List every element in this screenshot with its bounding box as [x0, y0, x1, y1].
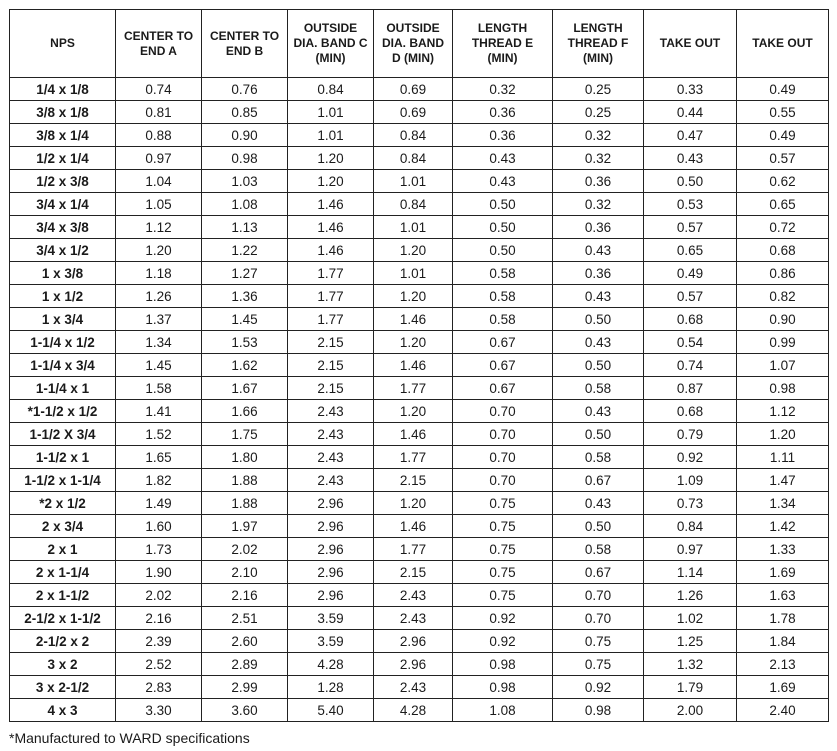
value-cell: 0.62: [737, 170, 829, 193]
value-cell: 0.97: [644, 538, 737, 561]
value-cell: 1.34: [737, 492, 829, 515]
value-cell: 0.75: [453, 561, 553, 584]
value-cell: 1.53: [202, 331, 288, 354]
value-cell: 1.77: [288, 285, 374, 308]
nps-cell: 4 x 3: [10, 699, 116, 722]
value-cell: 0.32: [553, 124, 644, 147]
value-cell: 1.28: [288, 676, 374, 699]
value-cell: 1.80: [202, 446, 288, 469]
value-cell: 1.26: [644, 584, 737, 607]
value-cell: 2.96: [288, 584, 374, 607]
nps-cell: 1-1/4 x 1: [10, 377, 116, 400]
value-cell: 0.50: [453, 239, 553, 262]
value-cell: 1.20: [116, 239, 202, 262]
value-cell: 1.01: [374, 262, 453, 285]
table-header: [10, 10, 829, 78]
value-cell: 2.40: [737, 699, 829, 722]
nps-cell: 3 x 2-1/2: [10, 676, 116, 699]
value-cell: 0.70: [453, 469, 553, 492]
value-cell: 1.41: [116, 400, 202, 423]
value-cell: 3.30: [116, 699, 202, 722]
value-cell: 0.84: [374, 147, 453, 170]
value-cell: 4.28: [288, 653, 374, 676]
value-cell: 0.87: [644, 377, 737, 400]
column-header: LENGTH THREAD E (MIN): [453, 10, 553, 78]
value-cell: 0.70: [553, 584, 644, 607]
value-cell: 0.25: [553, 101, 644, 124]
value-cell: 0.82: [737, 285, 829, 308]
value-cell: 0.58: [553, 377, 644, 400]
value-cell: 0.32: [553, 193, 644, 216]
value-cell: 0.50: [553, 423, 644, 446]
nps-cell: *1-1/2 x 1/2: [10, 400, 116, 423]
value-cell: 1.82: [116, 469, 202, 492]
table-row: [10, 423, 829, 446]
nps-cell: 1/2 x 3/8: [10, 170, 116, 193]
value-cell: 2.96: [288, 515, 374, 538]
value-cell: 1.97: [202, 515, 288, 538]
value-cell: 0.99: [737, 331, 829, 354]
value-cell: 2.96: [288, 538, 374, 561]
nps-cell: 3/8 x 1/8: [10, 101, 116, 124]
value-cell: 1.49: [116, 492, 202, 515]
value-cell: 2.00: [644, 699, 737, 722]
value-cell: 2.96: [288, 492, 374, 515]
value-cell: 0.32: [553, 147, 644, 170]
value-cell: 3.59: [288, 630, 374, 653]
value-cell: 1.26: [116, 285, 202, 308]
value-cell: 2.43: [288, 469, 374, 492]
value-cell: 0.67: [453, 331, 553, 354]
value-cell: 1.65: [116, 446, 202, 469]
value-cell: 2.15: [374, 561, 453, 584]
value-cell: 1.36: [202, 285, 288, 308]
value-cell: 2.10: [202, 561, 288, 584]
value-cell: 1.90: [116, 561, 202, 584]
nps-cell: 1 x 1/2: [10, 285, 116, 308]
value-cell: 1.67: [202, 377, 288, 400]
table-row: [10, 492, 829, 515]
value-cell: 0.92: [553, 676, 644, 699]
value-cell: 2.15: [288, 331, 374, 354]
value-cell: 1.01: [374, 170, 453, 193]
value-cell: 1.52: [116, 423, 202, 446]
value-cell: 0.75: [553, 630, 644, 653]
value-cell: 2.15: [288, 377, 374, 400]
value-cell: 1.42: [737, 515, 829, 538]
fitting-dimensions-table-wrapper: [9, 9, 828, 722]
nps-cell: 1 x 3/4: [10, 308, 116, 331]
value-cell: 0.43: [553, 492, 644, 515]
value-cell: 1.20: [288, 147, 374, 170]
value-cell: 1.07: [737, 354, 829, 377]
value-cell: 0.36: [553, 170, 644, 193]
value-cell: 1.62: [202, 354, 288, 377]
column-header: CENTER TO END B: [202, 10, 288, 78]
table-row: [10, 699, 829, 722]
value-cell: 1.77: [288, 262, 374, 285]
value-cell: 0.68: [644, 400, 737, 423]
value-cell: 2.43: [288, 423, 374, 446]
nps-cell: 1/4 x 1/8: [10, 78, 116, 101]
column-header: OUTSIDE DIA. BAND D (MIN): [374, 10, 453, 78]
value-cell: 3.59: [288, 607, 374, 630]
value-cell: 1.13: [202, 216, 288, 239]
value-cell: 0.58: [453, 285, 553, 308]
value-cell: 0.92: [644, 446, 737, 469]
table-row: [10, 170, 829, 193]
value-cell: 2.43: [288, 400, 374, 423]
value-cell: 0.69: [374, 101, 453, 124]
value-cell: 0.98: [553, 699, 644, 722]
value-cell: 2.99: [202, 676, 288, 699]
value-cell: 1.46: [374, 423, 453, 446]
value-cell: 1.77: [374, 377, 453, 400]
value-cell: 0.58: [453, 262, 553, 285]
value-cell: 0.43: [453, 147, 553, 170]
value-cell: 0.54: [644, 331, 737, 354]
value-cell: 1.20: [374, 239, 453, 262]
column-header: TAKE OUT: [737, 10, 829, 78]
value-cell: 1.01: [288, 124, 374, 147]
value-cell: 0.57: [644, 216, 737, 239]
value-cell: 0.84: [374, 124, 453, 147]
value-cell: 1.78: [737, 607, 829, 630]
table-row: [10, 400, 829, 423]
value-cell: 0.76: [202, 78, 288, 101]
value-cell: 1.88: [202, 469, 288, 492]
column-header: CENTER TO END A: [116, 10, 202, 78]
value-cell: 1.45: [202, 308, 288, 331]
nps-cell: 2 x 1-1/2: [10, 584, 116, 607]
value-cell: 1.03: [202, 170, 288, 193]
value-cell: 1.84: [737, 630, 829, 653]
value-cell: 0.36: [553, 216, 644, 239]
value-cell: 0.70: [453, 423, 553, 446]
value-cell: 1.33: [737, 538, 829, 561]
value-cell: 0.84: [288, 78, 374, 101]
value-cell: 2.43: [374, 607, 453, 630]
value-cell: 0.32: [453, 78, 553, 101]
value-cell: 0.44: [644, 101, 737, 124]
value-cell: 0.75: [453, 584, 553, 607]
value-cell: 1.77: [374, 446, 453, 469]
value-cell: 0.65: [737, 193, 829, 216]
value-cell: 1.20: [374, 492, 453, 515]
value-cell: 1.63: [737, 584, 829, 607]
value-cell: 0.50: [553, 354, 644, 377]
table-row: [10, 607, 829, 630]
value-cell: 0.67: [453, 377, 553, 400]
value-cell: 0.58: [553, 538, 644, 561]
value-cell: 2.83: [116, 676, 202, 699]
nps-cell: 1/2 x 1/4: [10, 147, 116, 170]
value-cell: 0.43: [553, 285, 644, 308]
value-cell: 0.70: [453, 400, 553, 423]
value-cell: 2.16: [116, 607, 202, 630]
nps-cell: 1-1/4 x 1/2: [10, 331, 116, 354]
value-cell: 0.36: [553, 262, 644, 285]
value-cell: 2.51: [202, 607, 288, 630]
value-cell: 2.15: [288, 354, 374, 377]
value-cell: 0.75: [453, 492, 553, 515]
table-row: [10, 193, 829, 216]
value-cell: 0.49: [737, 78, 829, 101]
value-cell: 0.85: [202, 101, 288, 124]
value-cell: 0.43: [553, 400, 644, 423]
value-cell: 2.02: [116, 584, 202, 607]
value-cell: 2.13: [737, 653, 829, 676]
value-cell: 0.47: [644, 124, 737, 147]
table-row: [10, 216, 829, 239]
value-cell: 1.18: [116, 262, 202, 285]
nps-cell: 3/8 x 1/4: [10, 124, 116, 147]
value-cell: 0.88: [116, 124, 202, 147]
value-cell: 1.22: [202, 239, 288, 262]
value-cell: 1.66: [202, 400, 288, 423]
value-cell: 2.02: [202, 538, 288, 561]
nps-cell: 2 x 1-1/4: [10, 561, 116, 584]
value-cell: 0.92: [453, 630, 553, 653]
value-cell: 0.86: [737, 262, 829, 285]
table-row: [10, 446, 829, 469]
value-cell: 1.32: [644, 653, 737, 676]
value-cell: 0.50: [453, 216, 553, 239]
value-cell: 0.58: [553, 446, 644, 469]
value-cell: 1.12: [116, 216, 202, 239]
value-cell: 2.43: [288, 446, 374, 469]
value-cell: 1.79: [644, 676, 737, 699]
nps-cell: 2-1/2 x 2: [10, 630, 116, 653]
value-cell: 1.77: [374, 538, 453, 561]
value-cell: 0.43: [553, 239, 644, 262]
column-header: OUTSIDE DIA. BAND C (MIN): [288, 10, 374, 78]
value-cell: 2.89: [202, 653, 288, 676]
value-cell: 0.57: [644, 285, 737, 308]
value-cell: 4.28: [374, 699, 453, 722]
value-cell: 1.20: [374, 400, 453, 423]
value-cell: 1.34: [116, 331, 202, 354]
table-row: [10, 285, 829, 308]
value-cell: 0.97: [116, 147, 202, 170]
value-cell: 2.60: [202, 630, 288, 653]
table-row: [10, 653, 829, 676]
value-cell: 0.68: [644, 308, 737, 331]
value-cell: 0.75: [453, 538, 553, 561]
value-cell: 1.08: [202, 193, 288, 216]
value-cell: 1.25: [644, 630, 737, 653]
nps-cell: 3/4 x 1/4: [10, 193, 116, 216]
column-header: NPS: [10, 10, 116, 78]
value-cell: 0.73: [644, 492, 737, 515]
value-cell: 2.43: [374, 676, 453, 699]
value-cell: 1.37: [116, 308, 202, 331]
nps-cell: 1-1/2 x 1: [10, 446, 116, 469]
table-row: [10, 469, 829, 492]
value-cell: 0.72: [737, 216, 829, 239]
value-cell: 0.65: [644, 239, 737, 262]
value-cell: 1.02: [644, 607, 737, 630]
nps-cell: *2 x 1/2: [10, 492, 116, 515]
value-cell: 0.57: [737, 147, 829, 170]
value-cell: 1.14: [644, 561, 737, 584]
value-cell: 1.88: [202, 492, 288, 515]
value-cell: 1.73: [116, 538, 202, 561]
value-cell: 1.58: [116, 377, 202, 400]
value-cell: 0.67: [453, 354, 553, 377]
value-cell: 1.20: [374, 285, 453, 308]
table-row: [10, 147, 829, 170]
value-cell: 0.43: [453, 170, 553, 193]
table-row: [10, 239, 829, 262]
value-cell: 1.20: [288, 170, 374, 193]
value-cell: 1.09: [644, 469, 737, 492]
table-row: [10, 584, 829, 607]
table-row: [10, 561, 829, 584]
table-body: [10, 78, 829, 722]
value-cell: 0.53: [644, 193, 737, 216]
value-cell: 1.20: [374, 331, 453, 354]
value-cell: 1.69: [737, 676, 829, 699]
value-cell: 0.33: [644, 78, 737, 101]
nps-cell: 1-1/4 x 3/4: [10, 354, 116, 377]
value-cell: 1.12: [737, 400, 829, 423]
value-cell: 0.90: [737, 308, 829, 331]
value-cell: 0.55: [737, 101, 829, 124]
value-cell: 0.49: [644, 262, 737, 285]
value-cell: 5.40: [288, 699, 374, 722]
value-cell: 0.70: [453, 446, 553, 469]
value-cell: 0.69: [374, 78, 453, 101]
nps-cell: 1-1/2 x 1-1/4: [10, 469, 116, 492]
value-cell: 3.60: [202, 699, 288, 722]
value-cell: 1.77: [288, 308, 374, 331]
value-cell: 1.11: [737, 446, 829, 469]
nps-cell: 2-1/2 x 1-1/2: [10, 607, 116, 630]
value-cell: 0.74: [116, 78, 202, 101]
value-cell: 0.79: [644, 423, 737, 446]
value-cell: 0.98: [453, 676, 553, 699]
value-cell: 2.43: [374, 584, 453, 607]
value-cell: 0.25: [553, 78, 644, 101]
value-cell: 1.27: [202, 262, 288, 285]
table-row: [10, 262, 829, 285]
table-row: [10, 308, 829, 331]
table-row: [10, 101, 829, 124]
value-cell: 0.70: [553, 607, 644, 630]
value-cell: 0.49: [737, 124, 829, 147]
nps-cell: 3/4 x 1/2: [10, 239, 116, 262]
value-cell: 1.46: [374, 354, 453, 377]
value-cell: 0.50: [553, 515, 644, 538]
value-cell: 0.84: [644, 515, 737, 538]
nps-cell: 1-1/2 X 3/4: [10, 423, 116, 446]
table-row: [10, 124, 829, 147]
value-cell: 1.75: [202, 423, 288, 446]
value-cell: 2.15: [374, 469, 453, 492]
value-cell: 0.81: [116, 101, 202, 124]
value-cell: 0.74: [644, 354, 737, 377]
value-cell: 0.36: [453, 124, 553, 147]
value-cell: 1.46: [374, 515, 453, 538]
value-cell: 1.60: [116, 515, 202, 538]
value-cell: 1.46: [288, 239, 374, 262]
value-cell: 0.50: [644, 170, 737, 193]
table-row: [10, 78, 829, 101]
nps-cell: 1 x 3/8: [10, 262, 116, 285]
table-row: [10, 676, 829, 699]
value-cell: 0.98: [202, 147, 288, 170]
value-cell: 0.98: [737, 377, 829, 400]
table-row: [10, 354, 829, 377]
fitting-dimensions-table: [9, 9, 829, 722]
table-row: [10, 538, 829, 561]
value-cell: 1.46: [288, 216, 374, 239]
table-row: [10, 630, 829, 653]
value-cell: 2.52: [116, 653, 202, 676]
value-cell: 1.45: [116, 354, 202, 377]
value-cell: 2.39: [116, 630, 202, 653]
value-cell: 0.36: [453, 101, 553, 124]
value-cell: 2.96: [374, 653, 453, 676]
value-cell: 1.46: [288, 193, 374, 216]
nps-cell: 3 x 2: [10, 653, 116, 676]
value-cell: 0.58: [453, 308, 553, 331]
value-cell: 0.67: [553, 469, 644, 492]
value-cell: 0.43: [644, 147, 737, 170]
value-cell: 1.46: [374, 308, 453, 331]
column-header: TAKE OUT: [644, 10, 737, 78]
value-cell: 0.84: [374, 193, 453, 216]
value-cell: 0.50: [553, 308, 644, 331]
value-cell: 0.50: [453, 193, 553, 216]
footnote: *Manufactured to WARD specifications: [9, 730, 250, 746]
table-row: [10, 515, 829, 538]
value-cell: 1.20: [737, 423, 829, 446]
value-cell: 0.75: [453, 515, 553, 538]
value-cell: 2.16: [202, 584, 288, 607]
value-cell: 2.96: [288, 561, 374, 584]
nps-cell: 2 x 1: [10, 538, 116, 561]
column-header: LENGTH THREAD F (MIN): [553, 10, 644, 78]
value-cell: 0.67: [553, 561, 644, 584]
value-cell: 2.96: [374, 630, 453, 653]
value-cell: 1.08: [453, 699, 553, 722]
value-cell: 1.47: [737, 469, 829, 492]
value-cell: 0.43: [553, 331, 644, 354]
value-cell: 0.98: [453, 653, 553, 676]
value-cell: 1.04: [116, 170, 202, 193]
value-cell: 1.69: [737, 561, 829, 584]
value-cell: 0.90: [202, 124, 288, 147]
value-cell: 0.68: [737, 239, 829, 262]
value-cell: 1.05: [116, 193, 202, 216]
header-row: [10, 10, 829, 78]
nps-cell: 2 x 3/4: [10, 515, 116, 538]
table-row: [10, 377, 829, 400]
nps-cell: 3/4 x 3/8: [10, 216, 116, 239]
value-cell: 1.01: [374, 216, 453, 239]
value-cell: 0.75: [553, 653, 644, 676]
table-row: [10, 331, 829, 354]
value-cell: 0.92: [453, 607, 553, 630]
value-cell: 1.01: [288, 101, 374, 124]
